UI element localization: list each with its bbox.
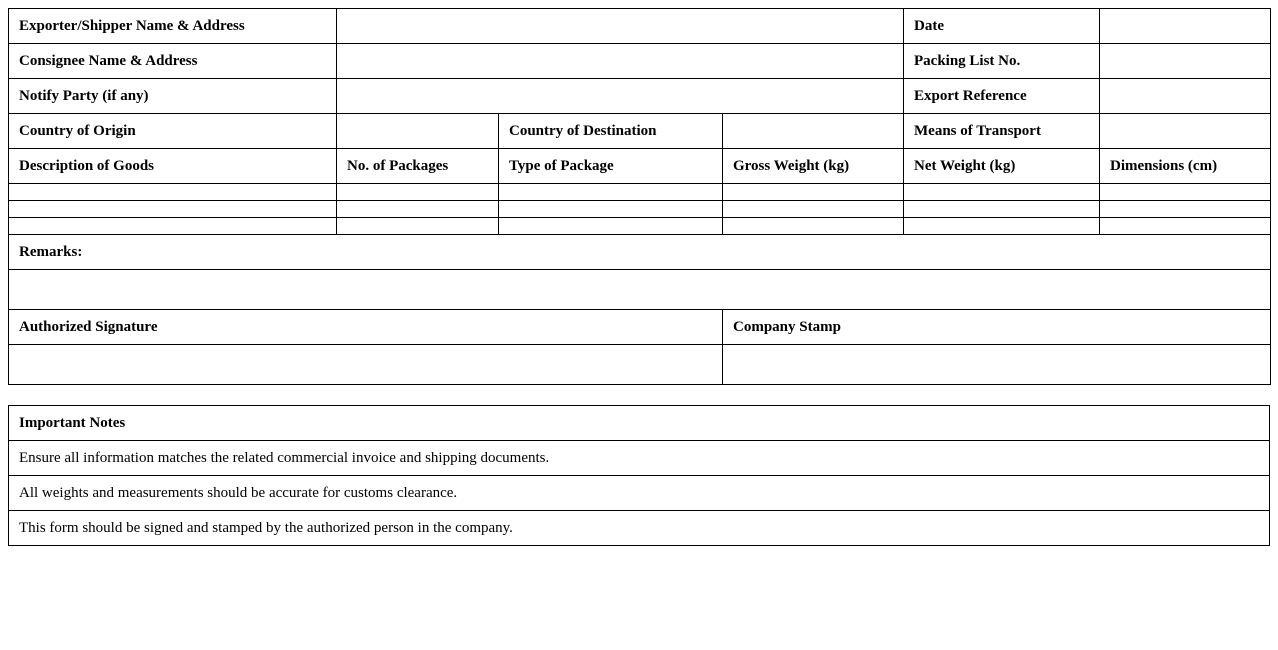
consignee-field[interactable]: [337, 44, 904, 79]
consignee-row: [9, 44, 1271, 79]
country-of-origin-field[interactable]: [337, 114, 499, 149]
goods-cell-description[interactable]: [9, 184, 337, 201]
packing-list-form: [8, 8, 1271, 385]
remarks-label-row: [9, 235, 1271, 270]
packing-list-no-field[interactable]: [1100, 44, 1271, 79]
date-label: Date: [904, 9, 1100, 44]
remarks-field[interactable]: [9, 270, 1271, 310]
country-of-destination-label: Country of Destination: [499, 114, 723, 149]
country-of-origin-label: Country of Origin: [9, 114, 337, 149]
exporter-label: Exporter/Shipper Name & Address: [9, 9, 337, 44]
country-of-destination-field[interactable]: [723, 114, 904, 149]
goods-cell-dimensions[interactable]: [1100, 218, 1271, 235]
authorized-signature-label: Authorized Signature: [9, 310, 723, 345]
goods-cell-packages[interactable]: [337, 218, 499, 235]
column-header-description: Description of Goods: [9, 149, 337, 184]
column-header-package-type: Type of Package: [499, 149, 723, 184]
goods-cell-dimensions[interactable]: [1100, 184, 1271, 201]
column-header-net-weight: Net Weight (kg): [904, 149, 1100, 184]
column-header-dimensions: Dimensions (cm): [1100, 149, 1271, 184]
note-text: This form should be signed and stamped by the authorized person in the company.: [9, 511, 1270, 546]
country-row: [9, 114, 1271, 149]
signature-value-row: [9, 345, 1271, 385]
table-row: [9, 184, 1271, 201]
export-reference-label: Export Reference: [904, 79, 1100, 114]
list-item: [9, 441, 1270, 476]
list-item: [9, 511, 1270, 546]
notify-party-field[interactable]: [337, 79, 904, 114]
list-item: [9, 476, 1270, 511]
goods-cell-gross-weight[interactable]: [723, 201, 904, 218]
goods-cell-net-weight[interactable]: [904, 184, 1100, 201]
goods-cell-package-type[interactable]: [499, 184, 723, 201]
authorized-signature-field[interactable]: [9, 345, 723, 385]
remarks-label: Remarks:: [9, 235, 1271, 270]
goods-cell-dimensions[interactable]: [1100, 201, 1271, 218]
goods-cell-packages[interactable]: [337, 184, 499, 201]
signature-label-row: [9, 310, 1271, 345]
goods-cell-description[interactable]: [9, 218, 337, 235]
goods-cell-description[interactable]: [9, 201, 337, 218]
goods-cell-net-weight[interactable]: [904, 201, 1100, 218]
goods-cell-gross-weight[interactable]: [723, 184, 904, 201]
goods-cell-gross-weight[interactable]: [723, 218, 904, 235]
company-stamp-field[interactable]: [723, 345, 1271, 385]
table-row: [9, 201, 1271, 218]
column-header-packages: No. of Packages: [337, 149, 499, 184]
important-notes-title: Important Notes: [9, 406, 1270, 441]
goods-header-row: [9, 149, 1271, 184]
table-row: [9, 218, 1271, 235]
company-stamp-label: Company Stamp: [723, 310, 1271, 345]
notes-title-row: [9, 406, 1270, 441]
important-notes-table: [8, 405, 1270, 546]
date-field[interactable]: [1100, 9, 1271, 44]
goods-cell-package-type[interactable]: [499, 201, 723, 218]
note-text: Ensure all information matches the related commercial invoice and shipping documents.: [9, 441, 1270, 476]
packing-list-no-label: Packing List No.: [904, 44, 1100, 79]
goods-cell-net-weight[interactable]: [904, 218, 1100, 235]
export-reference-field[interactable]: [1100, 79, 1271, 114]
means-of-transport-label: Means of Transport: [904, 114, 1100, 149]
notify-party-label: Notify Party (if any): [9, 79, 337, 114]
exporter-row: [9, 9, 1271, 44]
exporter-field[interactable]: [337, 9, 904, 44]
means-of-transport-field[interactable]: [1100, 114, 1271, 149]
consignee-label: Consignee Name & Address: [9, 44, 337, 79]
notify-row: [9, 79, 1271, 114]
goods-cell-package-type[interactable]: [499, 218, 723, 235]
goods-cell-packages[interactable]: [337, 201, 499, 218]
column-header-gross-weight: Gross Weight (kg): [723, 149, 904, 184]
note-text: All weights and measurements should be accurate for customs clearance.: [9, 476, 1270, 511]
remarks-value-row: [9, 270, 1271, 310]
